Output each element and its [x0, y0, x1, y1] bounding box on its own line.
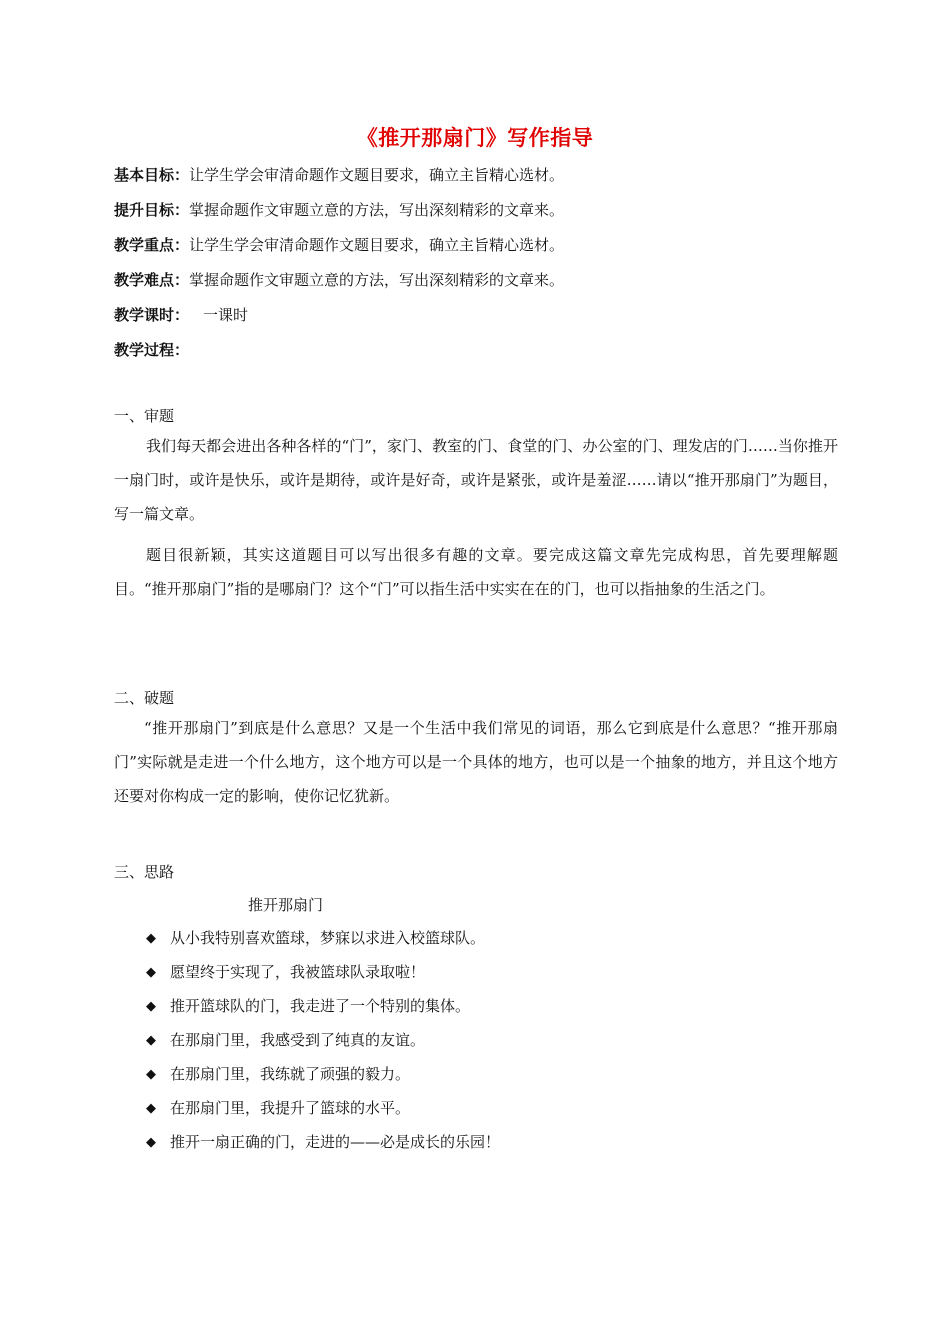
list-item: [146, 962, 500, 996]
meta-difficulty: [114, 269, 564, 290]
list-item-text: 在那扇门里，我感受到了纯真的友谊。: [170, 1031, 426, 1049]
document-title: 《推开那扇门》写作指导: [356, 126, 594, 150]
outline-list: [146, 928, 500, 1166]
meta-value: 一课时: [203, 306, 249, 324]
list-item-text: 在那扇门里，我提升了篮球的水平。: [170, 1099, 411, 1117]
meta-key: 基本目标：: [114, 166, 190, 184]
list-item-text: 愿望终于实现了，我被篮球队录取啦！: [170, 963, 426, 981]
meta-basic-goal: [114, 164, 564, 185]
diamond-bullet-icon: ◆: [146, 965, 156, 980]
list-item-text: 推开一扇正确的门，走进的——必是成长的乐园！: [170, 1133, 501, 1151]
meta-class-hours: [114, 304, 248, 325]
list-item: [146, 1064, 500, 1098]
meta-advanced-goal: [114, 199, 564, 220]
diamond-bullet-icon: ◆: [146, 1101, 156, 1116]
diamond-bullet-icon: ◆: [146, 999, 156, 1014]
meta-key: 教学难点：: [114, 271, 190, 289]
meta-process: [114, 339, 189, 360]
meta-key: 教学过程：: [114, 341, 190, 359]
diamond-bullet-icon: ◆: [146, 1033, 156, 1048]
list-item: [146, 1098, 500, 1132]
paragraph: 题目很新颖，其实这道题目可以写出很多有趣的文章。要完成这篇文章先完成构思，首先要理解题目。“推开那扇门”指的是哪扇门？这个“门”可以指生活中实实在在的门，也可以指抽象的生活之门。: [114, 546, 838, 598]
meta-value: 掌握命题作文审题立意的方法，写出深刻精彩的文章来。: [189, 201, 565, 219]
paragraph: 我们每天都会进出各种各样的“门”，家门、教室的门、食堂的门、办公室的门、理发店的门……当你推开一扇门时，或许是快乐，或许是期待，或许是好奇，或许是紧张，或许是羞涩……请以“推开那扇门”为题目，写一篇文章。: [114, 437, 838, 523]
section-heading-review: 一、审题: [114, 407, 175, 425]
list-item-text: 推开篮球队的门，我走进了一个特别的集体。: [170, 997, 471, 1015]
diamond-bullet-icon: ◆: [146, 1135, 156, 1150]
diamond-bullet-icon: ◆: [146, 1067, 156, 1082]
list-item: [146, 928, 500, 962]
section-heading-break: 二、破题: [114, 689, 175, 707]
list-item-text: 从小我特别喜欢篮球，梦寐以求进入校篮球队。: [170, 929, 486, 947]
section-heading-outline: 三、思路: [114, 863, 175, 881]
list-item-text: 在那扇门里，我练就了顽强的毅力。: [170, 1065, 411, 1083]
meta-key-point: [114, 234, 564, 255]
meta-key: 教学重点：: [114, 236, 190, 254]
meta-value: 让学生学会审清命题作文题目要求，确立主旨精心选材。: [189, 236, 565, 254]
list-item: [146, 996, 500, 1030]
outline-title: 推开那扇门: [248, 896, 324, 914]
diamond-bullet-icon: ◆: [146, 931, 156, 946]
list-item: [146, 1030, 500, 1064]
meta-value: 掌握命题作文审题立意的方法，写出深刻精彩的文章来。: [189, 271, 565, 289]
meta-key: 教学课时：: [114, 306, 190, 324]
paragraph: “推开那扇门”到底是什么意思？又是一个生活中我们常见的词语，那么它到底是什么意思？“推开那扇门”实际就是走进一个什么地方，这个地方可以是一个具体的地方，也可以是一个抽象的地方，并且这个地方还要对你构成一定的影响，使你记忆犹新。: [114, 719, 838, 805]
list-item: [146, 1132, 500, 1166]
meta-value: 让学生学会审清命题作文题目要求，确立主旨精心选材。: [189, 166, 565, 184]
meta-key: 提升目标：: [114, 201, 190, 219]
